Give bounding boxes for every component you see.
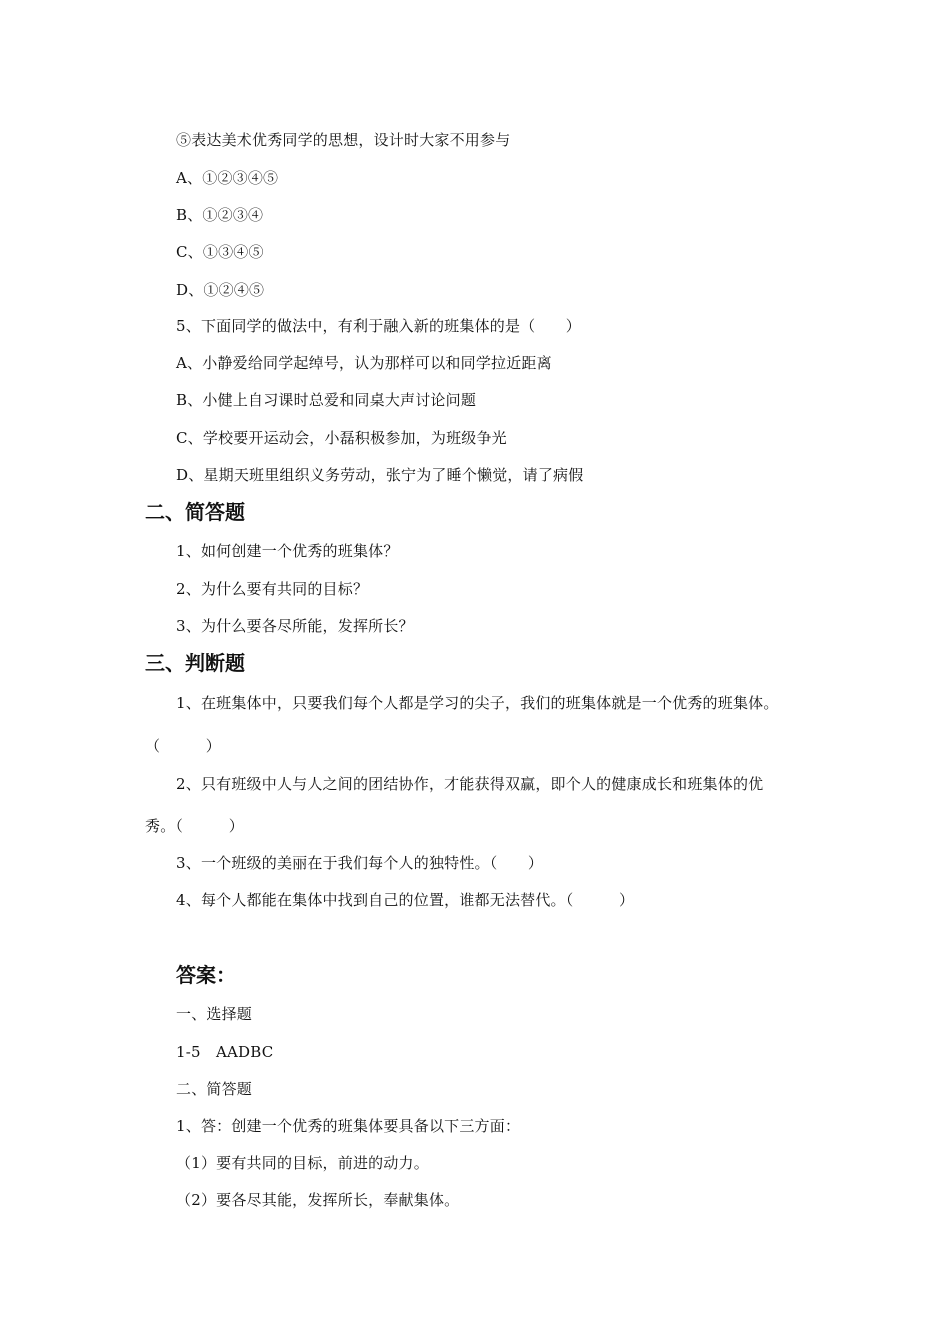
q5-stem: 5、下面同学的做法中，有利于融入新的班集体的是（ ） xyxy=(176,317,581,335)
q4-option-d: D、①②④⑤ xyxy=(176,281,265,299)
q4-statement-5: ⑤表达美术优秀同学的思想，设计时大家不用参与 xyxy=(176,131,511,149)
answer-1-point-1: （1）要有共同的目标，前进的动力。 xyxy=(176,1154,429,1172)
short-answer-q1: 1、如何创建一个优秀的班集体？ xyxy=(176,542,399,560)
judge-q4: 4、每个人都能在集体中找到自己的位置，谁都无法替代。（ ） xyxy=(176,891,635,909)
short-answer-q3: 3、为什么要各尽所能，发挥所长？ xyxy=(176,617,414,635)
q5-option-a: A、小静爱给同学起绰号，认为那样可以和同学拉近距离 xyxy=(176,354,552,372)
q5-option-c: C、学校要开运动会，小磊积极参加，为班级争光 xyxy=(176,429,507,447)
q4-option-c: C、①③④⑤ xyxy=(176,243,264,261)
answers-section1-title: 一、选择题 xyxy=(176,1005,253,1023)
answer-1-intro: 1、答：创建一个优秀的班集体要具备以下三方面： xyxy=(176,1117,521,1135)
short-answer-q2: 2、为什么要有共同的目标？ xyxy=(176,580,369,598)
section2-heading: 二、简答题 xyxy=(145,500,245,524)
answers-section2-title: 二、简答题 xyxy=(176,1080,253,1098)
judge-q1-line1: 1、在班集体中，只要我们每个人都是学习的尖子，我们的班集体就是一个优秀的班集体。 xyxy=(176,694,779,712)
section3-heading: 三、判断题 xyxy=(145,651,245,675)
answer-1-point-2: （2）要各尽其能，发挥所长，奉献集体。 xyxy=(176,1191,460,1209)
judge-q2-line1: 2、只有班级中人与人之间的团结协作，才能获得双赢，即个人的健康成长和班集体的优 xyxy=(176,775,764,793)
answers-heading: 答案： xyxy=(176,963,236,987)
answers-section1-key: 1-5 AADBC xyxy=(176,1043,274,1061)
judge-q2-line2: 秀。（ ） xyxy=(145,817,244,835)
q5-option-d: D、星期天班里组织义务劳动，张宁为了睡个懒觉，请了病假 xyxy=(176,466,584,484)
q5-option-b: B、小健上自习课时总爱和同桌大声讨论问题 xyxy=(176,391,477,409)
judge-q3: 3、一个班级的美丽在于我们每个人的独特性。（ ） xyxy=(176,854,544,872)
q4-option-b: B、①②③④ xyxy=(176,206,264,224)
judge-q1-line2: （ ） xyxy=(145,737,222,755)
q4-option-a: A、①②③④⑤ xyxy=(176,169,279,187)
